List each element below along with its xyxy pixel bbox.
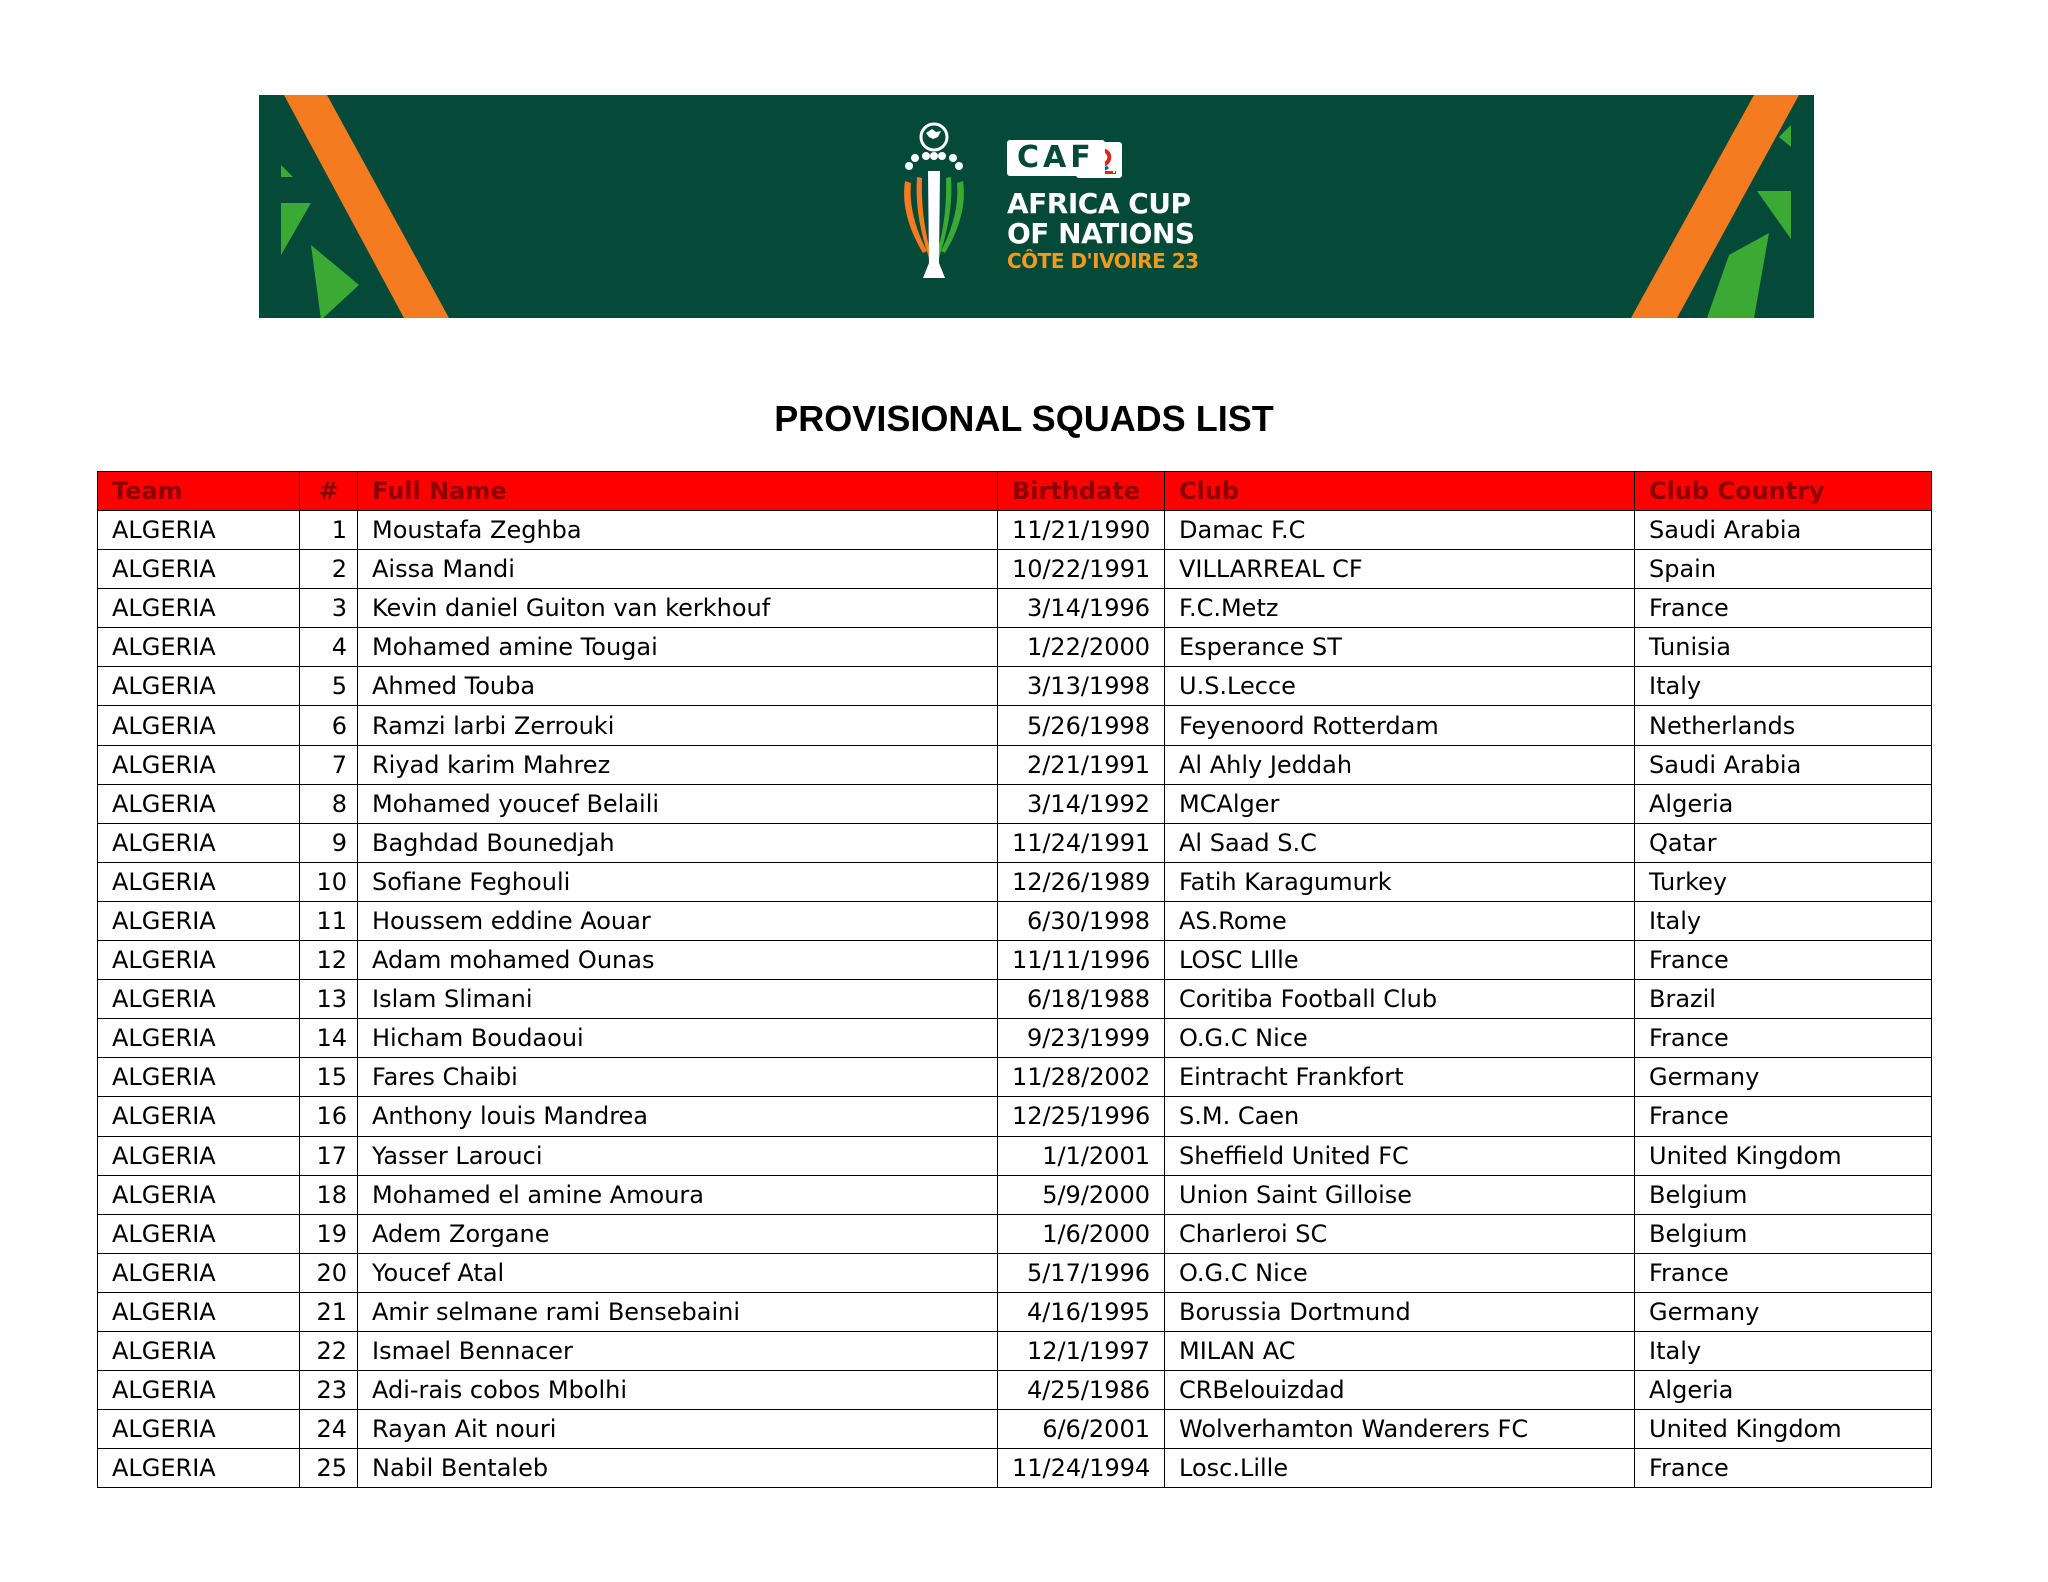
cell-club-country: Italy bbox=[1635, 667, 1932, 706]
cell-club: Charleroi SC bbox=[1165, 1214, 1635, 1253]
cell-club: O.G.C Nice bbox=[1165, 1019, 1635, 1058]
cell-club-country: France bbox=[1635, 1449, 1932, 1488]
table-row bbox=[98, 784, 1932, 823]
cell-team: ALGERIA bbox=[98, 1253, 300, 1292]
cell-birthdate: 5/17/1996 bbox=[998, 1253, 1165, 1292]
cell-team: ALGERIA bbox=[98, 706, 300, 745]
cell-full-name: Mohamed amine Tougai bbox=[358, 628, 998, 667]
cell-team: ALGERIA bbox=[98, 667, 300, 706]
cell-number: 3 bbox=[300, 589, 358, 628]
cell-club: MILAN AC bbox=[1165, 1331, 1635, 1370]
header-club: Club bbox=[1165, 472, 1635, 511]
cell-club-country: France bbox=[1635, 1253, 1932, 1292]
table-row bbox=[98, 1136, 1932, 1175]
cell-club: CRBelouizdad bbox=[1165, 1371, 1635, 1410]
cell-club: Losc.Lille bbox=[1165, 1449, 1635, 1488]
table-row bbox=[98, 1371, 1932, 1410]
cell-team: ALGERIA bbox=[98, 862, 300, 901]
cell-number: 5 bbox=[300, 667, 358, 706]
cell-club-country: Germany bbox=[1635, 1058, 1932, 1097]
header-team: Team bbox=[98, 472, 300, 511]
cell-number: 1 bbox=[300, 511, 358, 550]
logo-separator bbox=[1113, 143, 1115, 173]
cell-number: 19 bbox=[300, 1214, 358, 1253]
cell-club: MCAlger bbox=[1165, 784, 1635, 823]
cell-club-country: Germany bbox=[1635, 1292, 1932, 1331]
banner-line-host: CÔTE D'IVOIRE 23 bbox=[1007, 249, 1199, 273]
cell-club-country: Netherlands bbox=[1635, 706, 1932, 745]
cell-club-country: Belgium bbox=[1635, 1175, 1932, 1214]
header-number: # bbox=[300, 472, 358, 511]
table-row bbox=[98, 706, 1932, 745]
cell-birthdate: 6/18/1988 bbox=[998, 980, 1165, 1019]
cell-full-name: Adem Zorgane bbox=[358, 1214, 998, 1253]
cell-birthdate: 1/1/2001 bbox=[998, 1136, 1165, 1175]
table-header-row bbox=[98, 472, 1932, 511]
table-row bbox=[98, 550, 1932, 589]
cell-full-name: Amir selmane rami Bensebaini bbox=[358, 1292, 998, 1331]
cell-club: F.C.Metz bbox=[1165, 589, 1635, 628]
cell-full-name: Riyad karim Mahrez bbox=[358, 745, 998, 784]
cell-club-country: France bbox=[1635, 1097, 1932, 1136]
cell-team: ALGERIA bbox=[98, 784, 300, 823]
cell-full-name: Adi-rais cobos Mbolhi bbox=[358, 1371, 998, 1410]
cell-birthdate: 12/25/1996 bbox=[998, 1097, 1165, 1136]
cell-number: 13 bbox=[300, 980, 358, 1019]
banner-line-of-nations: OF NATIONS bbox=[1007, 217, 1195, 250]
cell-birthdate: 5/26/1998 bbox=[998, 706, 1165, 745]
cell-full-name: Youcef Atal bbox=[358, 1253, 998, 1292]
cell-club: Coritiba Football Club bbox=[1165, 980, 1635, 1019]
cell-number: 24 bbox=[300, 1410, 358, 1449]
table-row bbox=[98, 628, 1932, 667]
cell-birthdate: 12/1/1997 bbox=[998, 1331, 1165, 1370]
table-row bbox=[98, 862, 1932, 901]
table-row bbox=[98, 511, 1932, 550]
cell-number: 10 bbox=[300, 862, 358, 901]
cell-team: ALGERIA bbox=[98, 941, 300, 980]
cell-birthdate: 2/21/1991 bbox=[998, 745, 1165, 784]
cell-number: 20 bbox=[300, 1253, 358, 1292]
cell-club-country: Saudi Arabia bbox=[1635, 511, 1932, 550]
cell-club-country: France bbox=[1635, 589, 1932, 628]
page-title: PROVISIONAL SQUADS LIST bbox=[774, 398, 1274, 439]
cell-club: Al Ahly Jeddah bbox=[1165, 745, 1635, 784]
cell-team: ALGERIA bbox=[98, 1097, 300, 1136]
cell-team: ALGERIA bbox=[98, 1019, 300, 1058]
cell-birthdate: 4/16/1995 bbox=[998, 1292, 1165, 1331]
cell-number: 2 bbox=[300, 550, 358, 589]
cell-full-name: Sofiane Feghouli bbox=[358, 862, 998, 901]
table-row bbox=[98, 1058, 1932, 1097]
cell-full-name: Nabil Bentaleb bbox=[358, 1449, 998, 1488]
cell-birthdate: 10/22/1991 bbox=[998, 550, 1165, 589]
cell-club: O.G.C Nice bbox=[1165, 1253, 1635, 1292]
cell-club-country: Saudi Arabia bbox=[1635, 745, 1932, 784]
cell-club: VILLARREAL CF bbox=[1165, 550, 1635, 589]
table-row bbox=[98, 941, 1932, 980]
cell-number: 23 bbox=[300, 1371, 358, 1410]
cell-birthdate: 5/9/2000 bbox=[998, 1175, 1165, 1214]
cell-full-name: Mohamed el amine Amoura bbox=[358, 1175, 998, 1214]
cell-full-name: Yasser Larouci bbox=[358, 1136, 998, 1175]
cell-club-country: Algeria bbox=[1635, 1371, 1932, 1410]
left-green-triangle-1 bbox=[281, 165, 293, 177]
cell-club-country: United Kingdom bbox=[1635, 1136, 1932, 1175]
cell-birthdate: 11/11/1996 bbox=[998, 941, 1165, 980]
cell-number: 25 bbox=[300, 1449, 358, 1488]
cell-club: Esperance ST bbox=[1165, 628, 1635, 667]
left-green-triangle-2 bbox=[281, 203, 311, 255]
cell-number: 12 bbox=[300, 941, 358, 980]
cell-number: 4 bbox=[300, 628, 358, 667]
header-club-country: Club Country bbox=[1635, 472, 1932, 511]
cell-club-country: Tunisia bbox=[1635, 628, 1932, 667]
cell-club-country: Qatar bbox=[1635, 823, 1932, 862]
header-full-name: Full Name bbox=[358, 472, 998, 511]
cell-birthdate: 11/28/2002 bbox=[998, 1058, 1165, 1097]
cell-club-country: France bbox=[1635, 1019, 1932, 1058]
cell-full-name: Houssem eddine Aouar bbox=[358, 901, 998, 940]
cell-number: 14 bbox=[300, 1019, 358, 1058]
cell-number: 17 bbox=[300, 1136, 358, 1175]
cell-full-name: Ahmed Touba bbox=[358, 667, 998, 706]
cell-team: ALGERIA bbox=[98, 589, 300, 628]
table-row bbox=[98, 1410, 1932, 1449]
right-green-triangle-1 bbox=[1779, 125, 1791, 147]
cell-full-name: Ismael Bennacer bbox=[358, 1331, 998, 1370]
squad-table bbox=[97, 471, 1932, 1488]
cell-team: ALGERIA bbox=[98, 1214, 300, 1253]
table-row bbox=[98, 1175, 1932, 1214]
cell-full-name: Fares Chaibi bbox=[358, 1058, 998, 1097]
cell-full-name: Islam Slimani bbox=[358, 980, 998, 1019]
cell-birthdate: 4/25/1986 bbox=[998, 1371, 1165, 1410]
cell-number: 16 bbox=[300, 1097, 358, 1136]
header-birthdate: Birthdate bbox=[998, 472, 1165, 511]
cell-club: Al Saad S.C bbox=[1165, 823, 1635, 862]
cell-team: ALGERIA bbox=[98, 1449, 300, 1488]
cell-team: ALGERIA bbox=[98, 1058, 300, 1097]
cell-birthdate: 3/14/1992 bbox=[998, 784, 1165, 823]
banner-line-africa-cup: AFRICA CUP bbox=[1007, 187, 1191, 220]
table-row bbox=[98, 1449, 1932, 1488]
cell-team: ALGERIA bbox=[98, 745, 300, 784]
cell-full-name: Rayan Ait nouri bbox=[358, 1410, 998, 1449]
cell-full-name: Moustafa Zeghba bbox=[358, 511, 998, 550]
cell-team: ALGERIA bbox=[98, 511, 300, 550]
cell-club: Feyenoord Rotterdam bbox=[1165, 706, 1635, 745]
table-row bbox=[98, 980, 1932, 1019]
cell-full-name: Aissa Mandi bbox=[358, 550, 998, 589]
cell-full-name: Baghdad Bounedjah bbox=[358, 823, 998, 862]
cell-club: Damac F.C bbox=[1165, 511, 1635, 550]
table-row bbox=[98, 667, 1932, 706]
caf-logo bbox=[1007, 140, 1123, 176]
cell-club-country: France bbox=[1635, 941, 1932, 980]
table-row bbox=[98, 745, 1932, 784]
cell-team: ALGERIA bbox=[98, 1175, 300, 1214]
cell-birthdate: 12/26/1989 bbox=[998, 862, 1165, 901]
table-row bbox=[98, 901, 1932, 940]
cell-birthdate: 11/24/1994 bbox=[998, 1449, 1165, 1488]
cell-number: 22 bbox=[300, 1331, 358, 1370]
cell-full-name: Ramzi larbi Zerrouki bbox=[358, 706, 998, 745]
cell-club: AS.Rome bbox=[1165, 901, 1635, 940]
table-row bbox=[98, 1253, 1932, 1292]
cell-full-name: Anthony louis Mandrea bbox=[358, 1097, 998, 1136]
cell-full-name: Mohamed youcef Belaili bbox=[358, 784, 998, 823]
cell-club-country: Turkey bbox=[1635, 862, 1932, 901]
tournament-banner bbox=[259, 95, 1814, 318]
cell-team: ALGERIA bbox=[98, 628, 300, 667]
cell-number: 8 bbox=[300, 784, 358, 823]
cell-team: ALGERIA bbox=[98, 980, 300, 1019]
table-row bbox=[98, 823, 1932, 862]
cell-team: ALGERIA bbox=[98, 1331, 300, 1370]
cell-birthdate: 1/22/2000 bbox=[998, 628, 1165, 667]
left-green-triangle-3 bbox=[311, 245, 359, 318]
cell-team: ALGERIA bbox=[98, 550, 300, 589]
cell-number: 6 bbox=[300, 706, 358, 745]
cell-full-name: Kevin daniel Guiton van kerkhouf bbox=[358, 589, 998, 628]
cell-number: 7 bbox=[300, 745, 358, 784]
cell-birthdate: 9/23/1999 bbox=[998, 1019, 1165, 1058]
cell-club: Fatih Karagumurk bbox=[1165, 862, 1635, 901]
table-row bbox=[98, 1214, 1932, 1253]
cell-club-country: Spain bbox=[1635, 550, 1932, 589]
cell-team: ALGERIA bbox=[98, 1410, 300, 1449]
cell-number: 21 bbox=[300, 1292, 358, 1331]
caf-wordmark: CAF bbox=[1007, 140, 1105, 176]
cell-club-country: Italy bbox=[1635, 1331, 1932, 1370]
cell-full-name: Adam mohamed Ounas bbox=[358, 941, 998, 980]
cell-birthdate: 6/30/1998 bbox=[998, 901, 1165, 940]
table-row bbox=[98, 1097, 1932, 1136]
cell-number: 9 bbox=[300, 823, 358, 862]
table-row bbox=[98, 1019, 1932, 1058]
cell-club: Union Saint Gilloise bbox=[1165, 1175, 1635, 1214]
table-row bbox=[98, 589, 1932, 628]
cell-birthdate: 3/14/1996 bbox=[998, 589, 1165, 628]
cell-club: Borussia Dortmund bbox=[1165, 1292, 1635, 1331]
cell-full-name: Hicham Boudaoui bbox=[358, 1019, 998, 1058]
cell-number: 15 bbox=[300, 1058, 358, 1097]
cell-club: LOSC LIlle bbox=[1165, 941, 1635, 980]
table-row bbox=[98, 1292, 1932, 1331]
cell-club-country: Brazil bbox=[1635, 980, 1932, 1019]
cell-team: ALGERIA bbox=[98, 1371, 300, 1410]
cell-birthdate: 3/13/1998 bbox=[998, 667, 1165, 706]
cell-number: 18 bbox=[300, 1175, 358, 1214]
cell-club: Wolverhamton Wanderers FC bbox=[1165, 1410, 1635, 1449]
cell-team: ALGERIA bbox=[98, 901, 300, 940]
cell-birthdate: 11/21/1990 bbox=[998, 511, 1165, 550]
cell-club-country: Algeria bbox=[1635, 784, 1932, 823]
cell-club: S.M. Caen bbox=[1165, 1097, 1635, 1136]
cell-club-country: United Kingdom bbox=[1635, 1410, 1932, 1449]
cell-team: ALGERIA bbox=[98, 823, 300, 862]
cell-club: Sheffield United FC bbox=[1165, 1136, 1635, 1175]
right-green-triangle-2 bbox=[1757, 191, 1791, 239]
cell-birthdate: 6/6/2001 bbox=[998, 1410, 1165, 1449]
cell-number: 11 bbox=[300, 901, 358, 940]
cell-club: U.S.Lecce bbox=[1165, 667, 1635, 706]
table-row bbox=[98, 1331, 1932, 1370]
cell-team: ALGERIA bbox=[98, 1136, 300, 1175]
cell-birthdate: 1/6/2000 bbox=[998, 1214, 1165, 1253]
trophy-icon bbox=[904, 124, 964, 278]
cell-birthdate: 11/24/1991 bbox=[998, 823, 1165, 862]
cell-club: Eintracht Frankfort bbox=[1165, 1058, 1635, 1097]
cell-team: ALGERIA bbox=[98, 1292, 300, 1331]
cell-club-country: Italy bbox=[1635, 901, 1932, 940]
squad-table-body bbox=[98, 511, 1932, 1488]
cell-club-country: Belgium bbox=[1635, 1214, 1932, 1253]
